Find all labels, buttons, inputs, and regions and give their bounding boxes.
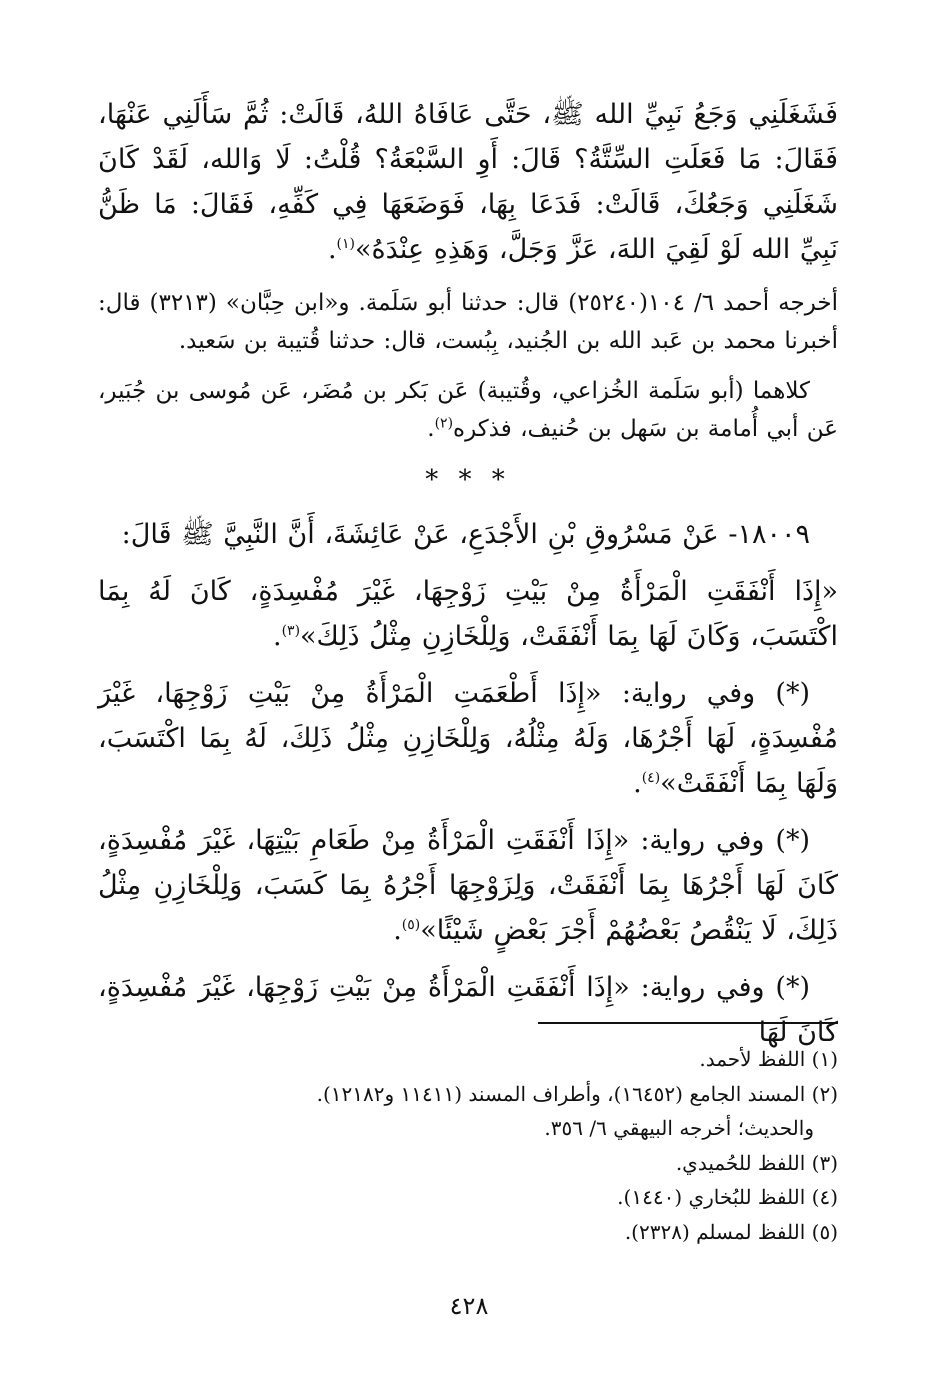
hadith-number-isnad: ١٨٠٠٩- عَنْ مَسْرُوقِ بْنِ الأَجْدَعِ، عَنْ عَائِشَةَ، أَنَّ النَّبِيَّ ﷺ قَالَ: [121, 519, 810, 550]
section-separator: * * * [425, 465, 511, 495]
footnotes [98, 1042, 838, 1249]
takhrij-text: أخرجه أحمد ٦/ ١٠٤(٢٥٢٤٠) قال: حدثنا أبو سَلَمة. و«ابن حِبَّان» (٣٢١٣) قال: أخبرنا محمد بن عَبد الله بن الجُنيد، بِبُست، قال: حدثنا قُتيبة بن سَعيد. [98, 290, 839, 354]
footnote-item: (٣) اللفظ للحُميدي. [675, 1150, 838, 1175]
takhrij-paragraph [98, 372, 838, 448]
riwaya-paragraph [98, 818, 838, 953]
takhrij-text: كلاهما (أبو سَلَمة الخُزاعي، وقُتيبة) عَن بَكر بن مُضَر، عَن مُوسى بن جُبَير، عَن أبي أُمامة بن سَهل بن حُنيف، فذكره [98, 378, 838, 442]
footnote-divider [538, 1022, 838, 1024]
riwaya-text: (*) وفي رواية: «إِذَا أَنْفَقَتِ الْمَرْأَةُ مِنْ بَيْتِ زَوْجِهَا، غَيْرَ مُفْسِدَةٍ، كَانَ لَهَا [98, 972, 838, 1048]
footnote-ref[interactable]: (٣) [281, 623, 301, 639]
footnote-ref[interactable]: (٢) [434, 415, 454, 432]
riwaya-text: (*) وفي رواية: «إِذَا أَنْفَقَتِ الْمَرْأَةُ مِنْ طَعَامِ بَيْتِهَا، غَيْرَ مُفْسِدَةٍ، كَانَ لَهَا أَجْرُهَا بِمَا أَنْفَقَتْ، وَلِزَوْجِهَا أَجْرُهُ بِمَا كَسَبَ، وَلِلْخَازِنِ مِثْلُ ذَلِكَ، لَا يَنْقُصُ بَعْضُهُمْ أَجْرَ بَعْضٍ شَيْئًا» [98, 825, 838, 946]
hadith-intro [98, 512, 838, 557]
page-number: ٤٢٨ [449, 1292, 489, 1320]
period: . [393, 915, 402, 946]
riwaya-paragraph [98, 671, 838, 806]
period: . [272, 621, 282, 652]
footnote-item: (١) اللفظ لأحمد. [699, 1047, 838, 1071]
footnote-item: (٥) اللفظ لمسلم (٢٣٢٨). [624, 1219, 838, 1244]
footnote-ref[interactable]: (١) [336, 236, 356, 252]
period: . [427, 416, 435, 442]
hadith-text: «إِذَا أَنْفَقَتِ الْمَرْأَةُ مِنْ بَيْتِ زَوْجِهَا، غَيْرَ مُفْسِدَةٍ، كَانَ لَهُ بِمَا اكْتَسَبَ، وَكَانَ لَهَا بِمَا أَنْفَقَتْ، وَلِلْخَازِنِ مِثْلُ ذَلِكَ» [98, 576, 838, 652]
page-body [98, 92, 838, 1067]
period: . [633, 768, 642, 799]
footnote-ref[interactable]: (٤) [641, 770, 661, 786]
takhrij-paragraph [98, 284, 838, 360]
hadith-text: فَشَغَلَنِي وَجَعُ نَبِيِّ الله ﷺ، حَتَّى عَافَاهُ اللهُ، قَالَتْ: ثُمَّ سَأَلَنِي عَنْهَا، فَقَالَ: مَا فَعَلَتِ السِّتَّةُ؟ قَالَ: أَوِ السَّبْعَةُ؟ قُلْتُ: لَا وَالله، لَقَدْ كَانَ شَغَلَنِي وَجَعُكَ، قَالَتْ: فَدَعَا بِهَا، فَوَضَعَهَا فِي كَفِّهِ، فَقَالَ: مَا ظَنُّ نَبِيِّ الله لَوْ لَقِيَ اللهَ، عَزَّ وَجَلَّ، وَهَذِهِ عِنْدَهُ» [98, 99, 838, 265]
footnote-item: والحديث؛ أخرجه البيهقي ٦/ ٣٥٦. [544, 1116, 814, 1140]
footnote-item: (٤) اللفظ للبُخاري (١٤٤٠). [617, 1185, 838, 1209]
period: . [327, 234, 337, 265]
footnote-item: (٢) المسند الجامع (١٦٤٥٢)، وأطراف المسند (١١٤١١ و١٢١٨٢). [316, 1081, 838, 1106]
riwaya-text: (*) وفي رواية: «إِذَا أَطْعَمَتِ الْمَرْأَةُ مِنْ بَيْتِ زَوْجِهَا، غَيْرَ مُفْسِدَةٍ، لَهَا أَجْرُهَا، وَلَهُ مِثْلُهُ، وَلِلْخَازِنِ مِثْلُ ذَلِكَ، لَهُ بِمَا اكْتَسَبَ، وَلَهَا بِمَا أَنْفَقَتْ» [98, 678, 838, 799]
hadith-paragraph [98, 92, 838, 272]
footnote-ref[interactable]: (٥) [401, 917, 421, 933]
hadith-matn [98, 569, 838, 659]
